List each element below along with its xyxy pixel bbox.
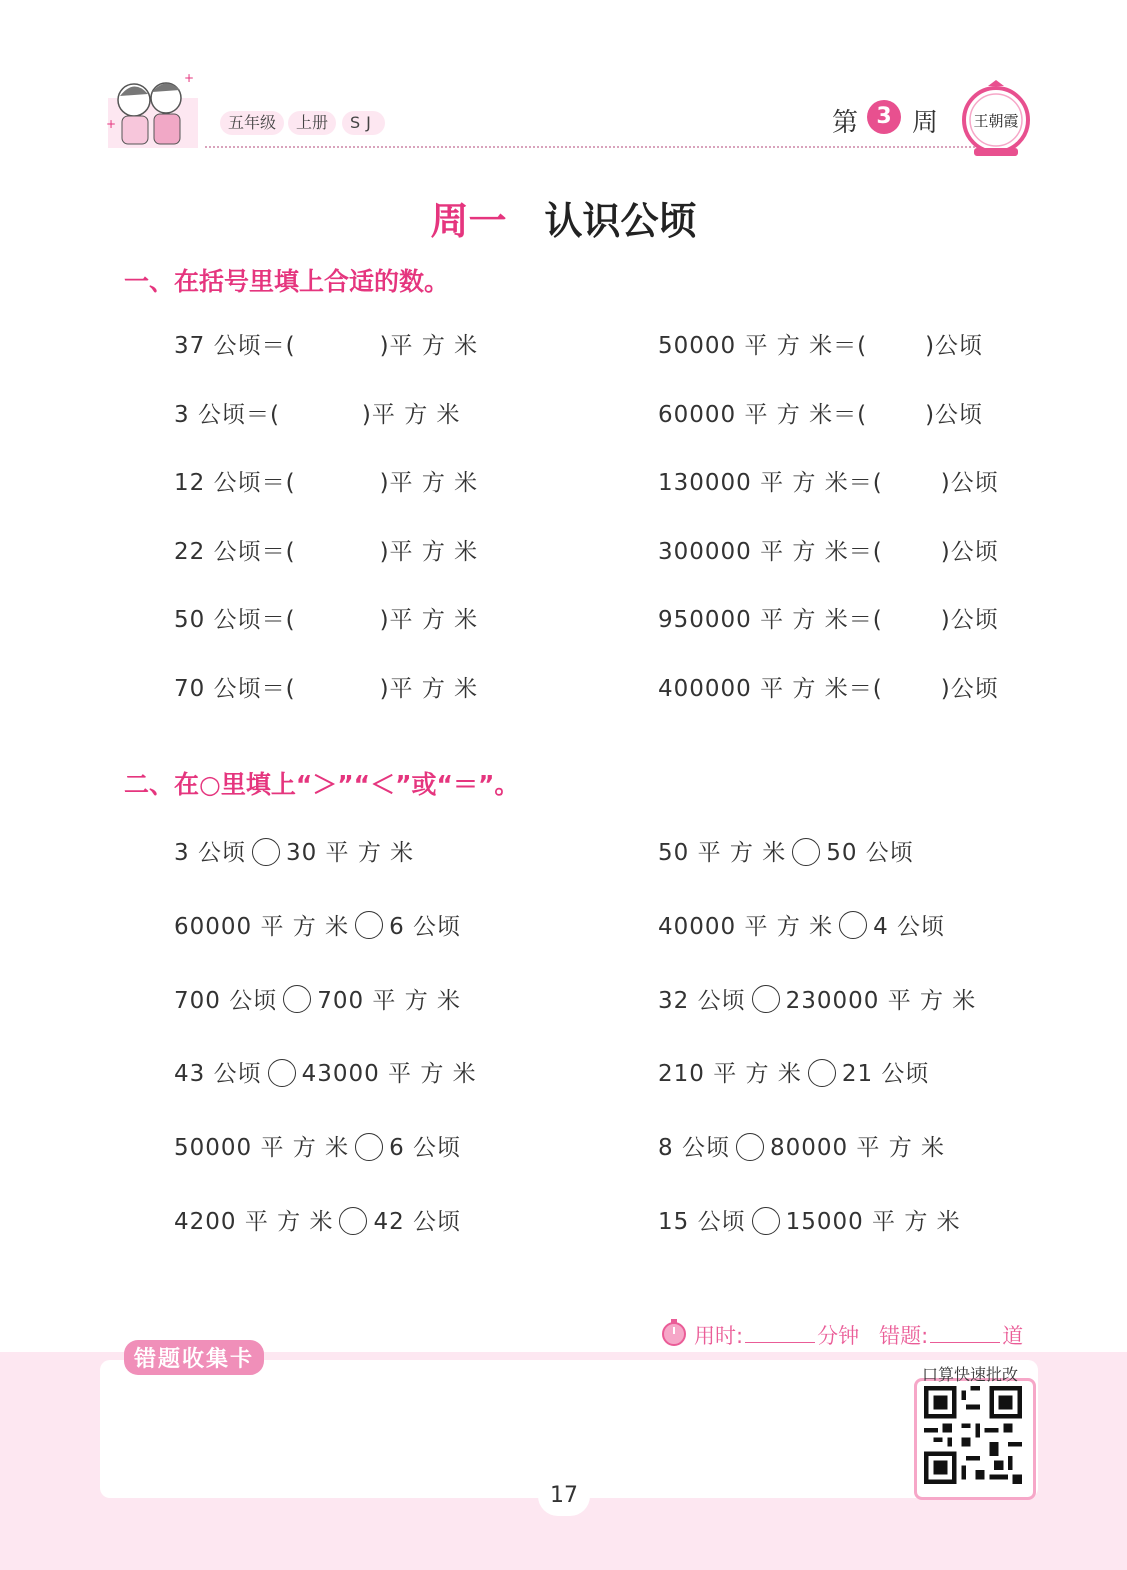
fill-blank-item (174, 604, 478, 636)
compare-item (174, 1206, 461, 1238)
compare-circle[interactable] (355, 1133, 383, 1161)
compare-right-value: 43000 平 方 米 (301, 1061, 477, 1088)
compare-circle[interactable] (355, 911, 383, 939)
item-prefix: 3 公顷＝( (174, 401, 280, 428)
compare-left-value: 60000 平 方 米 (174, 913, 350, 940)
compare-item (174, 1132, 461, 1164)
compare-circle[interactable] (252, 838, 280, 866)
page-number: 17 (538, 1476, 590, 1516)
svg-text:+: + (106, 117, 117, 131)
compare-right-value: 6 公顷 (389, 1135, 462, 1162)
section2-heading: 二、在○里填上“＞”“＜”或“＝”。 (124, 770, 520, 799)
item-prefix: 300000 平 方 米＝( (658, 538, 883, 565)
fill-blank-item (658, 467, 999, 499)
compare-right-value: 42 公顷 (373, 1209, 462, 1235)
item-prefix: 37 公顷＝( (174, 333, 296, 359)
item-suffix: )公顷 (925, 401, 984, 428)
item-suffix: )平 方 米 (379, 470, 479, 497)
errors-label: 错题: (879, 1324, 929, 1348)
item-suffix: )公顷 (940, 607, 999, 634)
page-title (0, 190, 1127, 245)
compare-right-value: 15000 平 方 米 (785, 1209, 961, 1235)
compare-left-value: 40000 平 方 米 (658, 913, 834, 940)
compare-item (174, 985, 461, 1017)
item-suffix: )公顷 (940, 676, 999, 702)
compare-circle[interactable] (839, 911, 867, 939)
compare-item (658, 1058, 929, 1090)
item-prefix: 60000 平 方 米＝( (658, 401, 868, 428)
time-label: 用时: (694, 1324, 744, 1348)
fill-blank-item (174, 467, 478, 499)
compare-right-value: 700 平 方 米 (317, 987, 462, 1014)
item-prefix: 12 公顷＝( (174, 470, 296, 497)
fill-blank-item (658, 399, 983, 431)
fill-blank-item (174, 330, 478, 362)
compare-item (658, 837, 914, 869)
item-suffix: )公顷 (940, 470, 999, 497)
compare-left-value: 8 公顷 (658, 1135, 730, 1162)
time-blank[interactable] (745, 1324, 815, 1343)
errors-unit: 道 (1002, 1324, 1024, 1348)
compare-right-value: 21 公顷 (841, 1061, 930, 1088)
fill-blank-item (658, 536, 999, 568)
compare-circle[interactable] (752, 1207, 780, 1235)
compare-circle[interactable] (736, 1133, 764, 1161)
compare-left-value: 210 平 方 米 (658, 1061, 802, 1088)
compare-left-value: 32 公顷 (658, 987, 746, 1014)
week-number-badge: 3 (867, 100, 901, 134)
compare-item (174, 1058, 477, 1090)
item-prefix: 50 公顷＝( (174, 607, 296, 634)
qr-code-icon[interactable] (924, 1386, 1022, 1484)
stopwatch-icon (660, 1318, 688, 1346)
svg-text:+: + (184, 71, 195, 85)
fill-blank-item (174, 536, 478, 568)
compare-left-value: 50000 平 方 米 (174, 1135, 350, 1162)
fill-blank-item (658, 330, 983, 362)
compare-right-value: 50 公顷 (826, 840, 914, 866)
item-suffix: )平 方 米 (379, 676, 479, 702)
section1-heading: 一、在括号里填上合适的数。 (124, 267, 450, 296)
qr-label: 口算快速批改 (922, 1365, 1019, 1384)
compare-left-value: 43 公顷 (174, 1061, 262, 1088)
errors-blank[interactable] (930, 1324, 1000, 1343)
compare-circle[interactable] (792, 838, 820, 866)
fill-blank-item (174, 399, 461, 431)
compare-circle[interactable] (339, 1207, 367, 1235)
compare-circle[interactable] (752, 985, 780, 1013)
item-prefix: 22 公顷＝( (174, 538, 296, 565)
compare-left-value: 700 公顷 (174, 987, 278, 1014)
compare-right-value: 80000 平 方 米 (769, 1135, 946, 1162)
item-suffix: )平 方 米 (379, 607, 479, 634)
title-topic: 认识公顷 (544, 199, 697, 243)
fill-blank-item (658, 604, 999, 636)
compare-item (658, 985, 976, 1017)
fill-blank-item (174, 673, 478, 705)
item-suffix: )平 方 米 (361, 401, 461, 428)
edition-label: SJ (342, 111, 385, 135)
week-suffix: 周 (912, 108, 939, 138)
time-unit: 分钟 (817, 1324, 860, 1348)
compare-circle[interactable] (268, 1059, 296, 1087)
compare-circle[interactable] (808, 1059, 836, 1087)
grade-label: 五年级 (220, 111, 284, 135)
compare-left-value: 3 公顷 (174, 840, 246, 866)
compare-item (658, 1132, 945, 1164)
title-day: 周一 (430, 199, 507, 243)
item-prefix: 70 公顷＝( (174, 676, 296, 702)
brand-logo (960, 80, 1032, 160)
fill-blank-item (658, 673, 999, 705)
compare-left-value: 50 平 方 米 (658, 840, 787, 866)
compare-right-value: 4 公顷 (873, 913, 946, 940)
compare-left-value: 15 公顷 (658, 1209, 746, 1235)
item-suffix: )平 方 米 (379, 333, 479, 359)
item-prefix: 50000 平 方 米＝( (658, 333, 868, 359)
compare-item (658, 1206, 961, 1238)
compare-circle[interactable] (283, 985, 311, 1013)
item-prefix: 400000 平 方 米＝( (658, 676, 883, 702)
compare-item (174, 837, 414, 869)
compare-right-value: 230000 平 方 米 (785, 987, 977, 1014)
compare-item (174, 911, 461, 943)
header-divider (205, 146, 975, 148)
week-prefix: 第 (832, 108, 859, 138)
error-card-label: 错题收集卡 (124, 1340, 264, 1375)
compare-left-value: 4200 平 方 米 (174, 1209, 334, 1235)
item-suffix: )公顷 (940, 538, 999, 565)
compare-right-value: 30 平 方 米 (285, 840, 415, 866)
compare-right-value: 6 公顷 (389, 913, 462, 940)
compare-item (658, 911, 945, 943)
logo-text: 王朝霞 (973, 112, 1019, 130)
time-errors-record (694, 1320, 1023, 1350)
volume-label: 上册 (288, 111, 336, 135)
item-prefix: 950000 平 方 米＝( (658, 607, 883, 634)
item-suffix: )平 方 米 (379, 538, 479, 565)
children-illustration (104, 68, 204, 156)
item-prefix: 130000 平 方 米＝( (658, 470, 883, 497)
item-suffix: )公顷 (925, 333, 984, 359)
